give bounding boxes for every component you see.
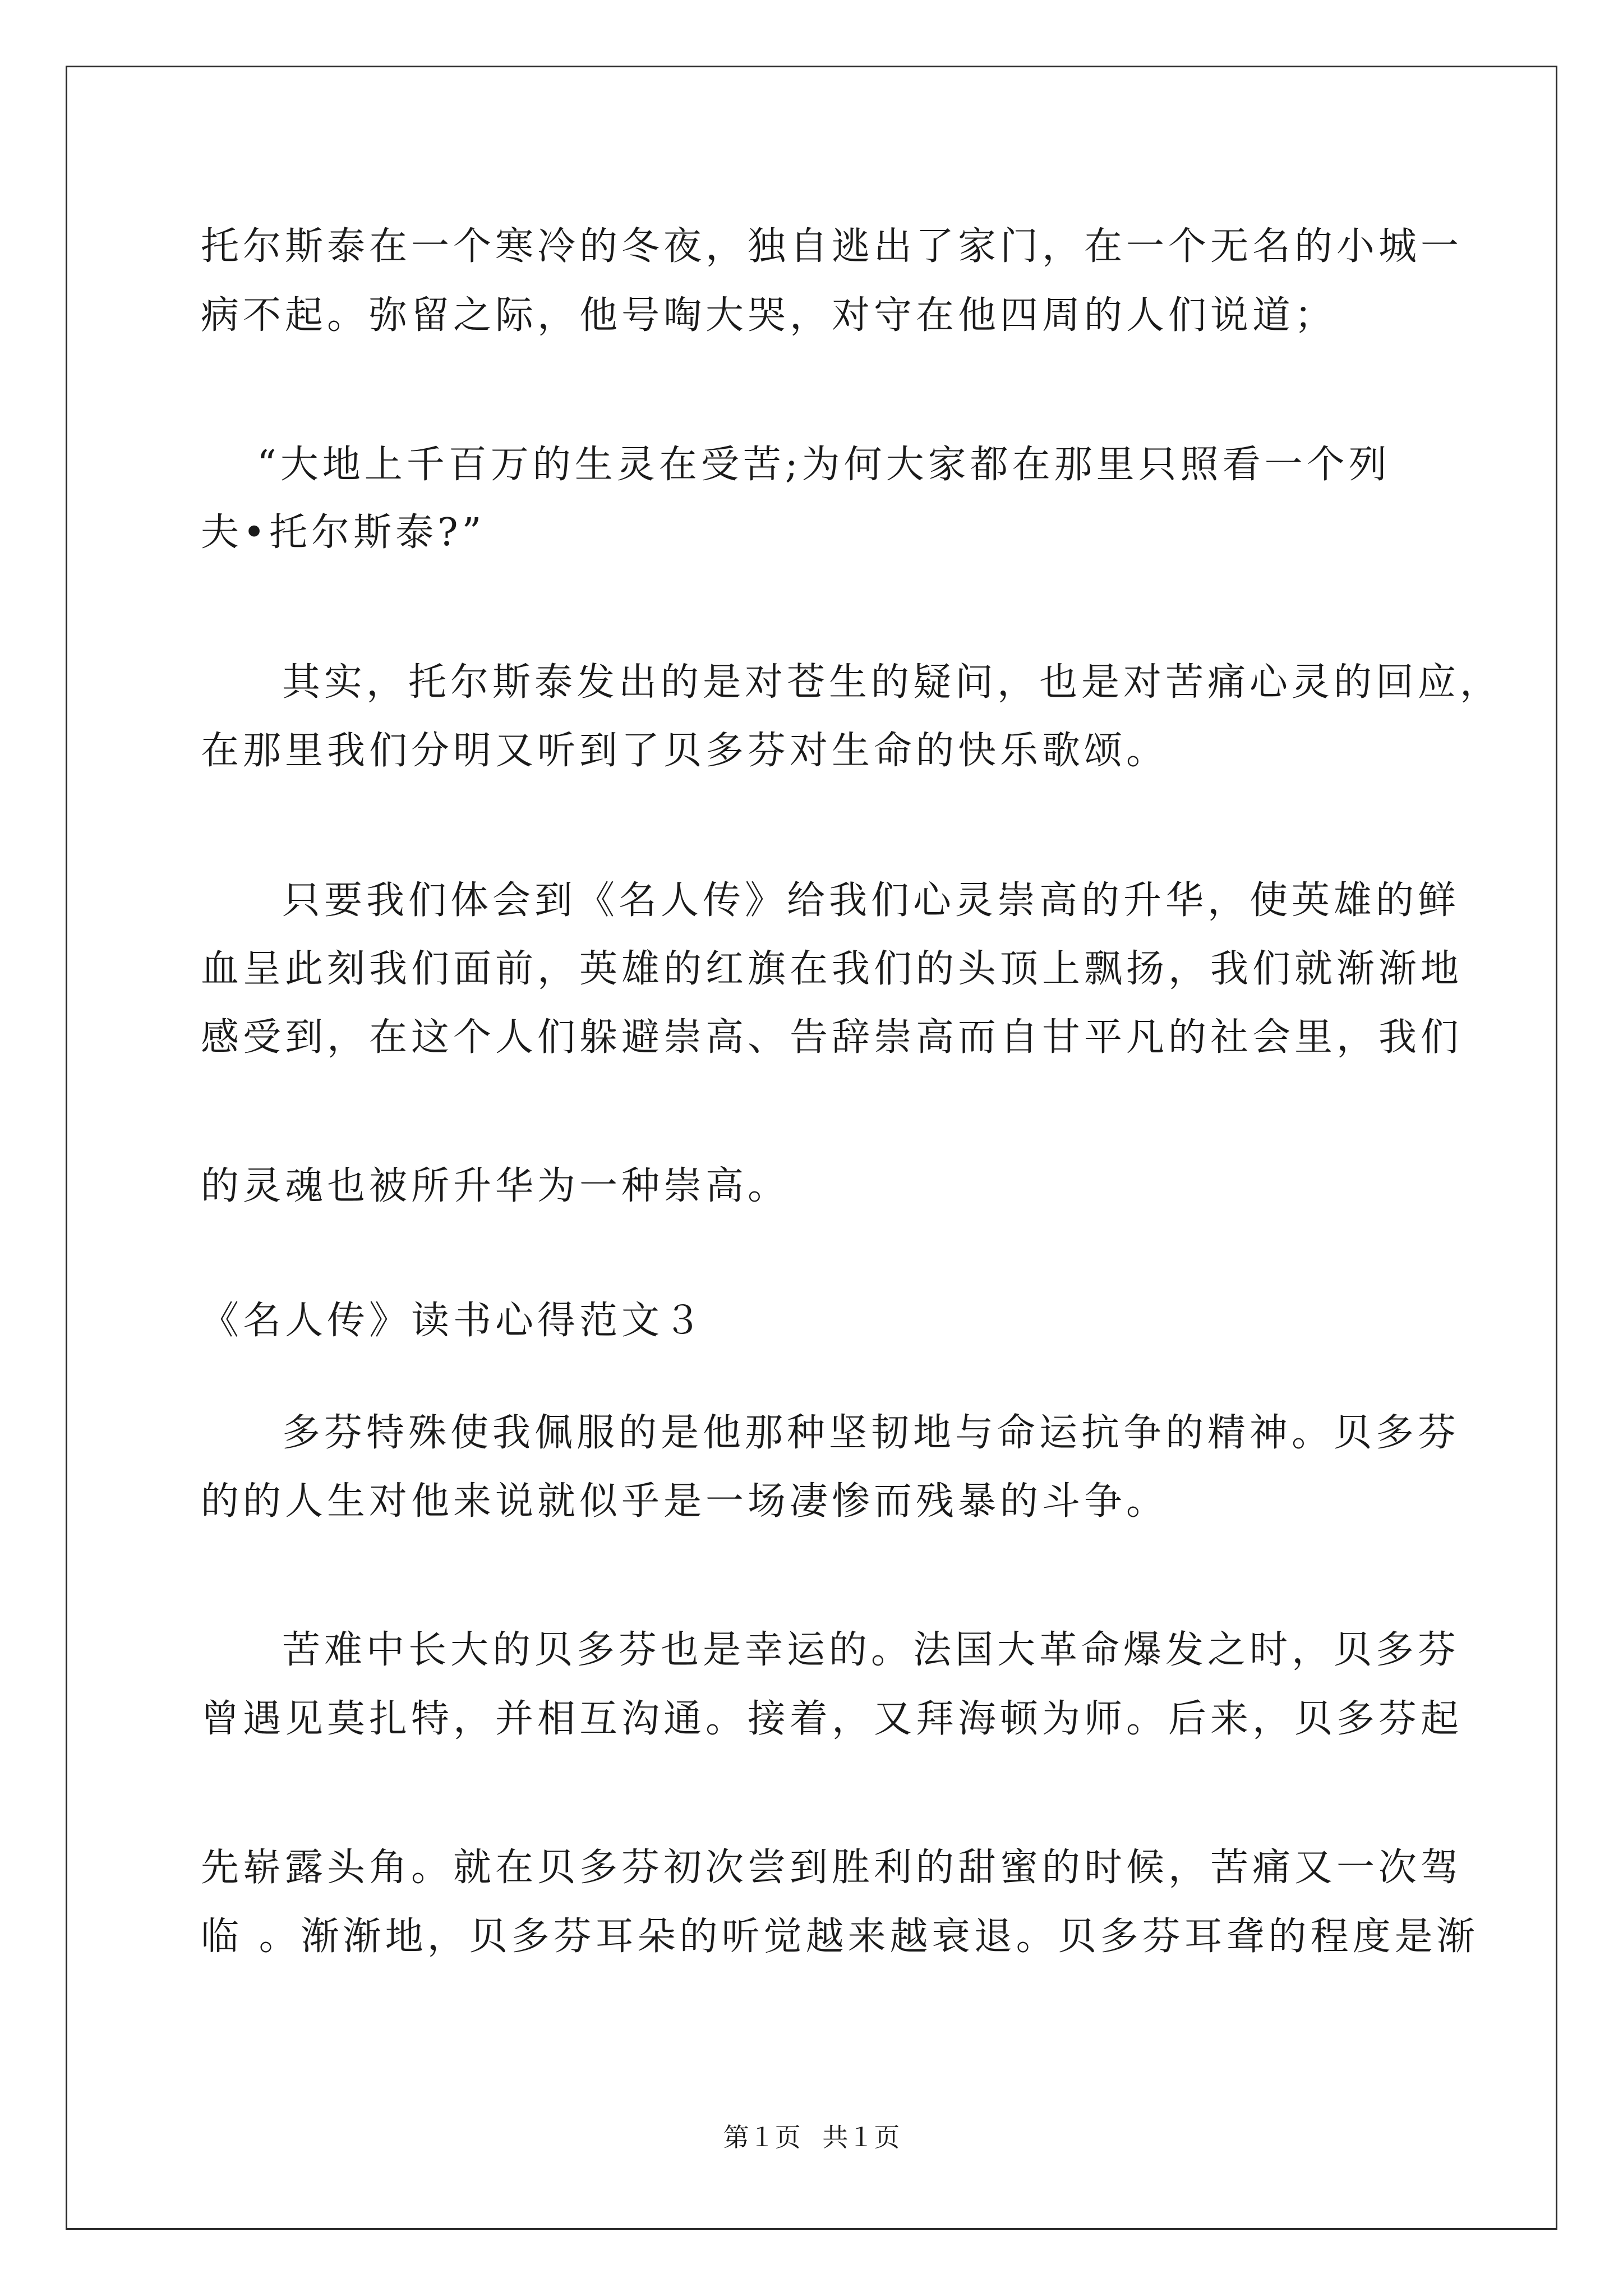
page-number: 第１页 — [723, 2122, 801, 2152]
text-line: 在那里我们分明又听到了贝多芬对生命的快乐歌颂。 — [201, 729, 1169, 773]
quote-line: 夫•托尔斯泰?” — [201, 510, 486, 555]
text-line: 病不起。弥留之际，他号啕大哭，对守在他四周的人们说道； — [201, 293, 1337, 338]
text-line: 血呈此刻我们面前，英雄的红旗在我们的头顶上飘扬，我们就渐渐地 — [201, 947, 1463, 991]
page-footer — [0, 2120, 1623, 2154]
text-line: 多芬特殊使我佩服的是他那种坚韧地与命运抗争的精神。贝多芬 — [282, 1411, 1460, 1455]
text-line: 感受到，在这个人们躲避崇高、告辞崇高而自甘平凡的社会里，我们 — [201, 1015, 1463, 1060]
text-line: 托尔斯泰在一个寒冷的冬夜，独自逃出了家门，在一个无名的小城一 — [201, 224, 1463, 269]
text-line: 先崭露头角。就在贝多芬初次尝到胜利的甜蜜的时候，苦痛又一次驾 — [201, 1846, 1463, 1890]
text-line: 的灵魂也被所升华为一种崇高。 — [201, 1164, 790, 1208]
text-line: 苦难中长大的贝多芬也是幸运的。法国大革命爆发之时，贝多芬 — [282, 1628, 1460, 1672]
text-line: 只要我们体会到《名人传》给我们心灵崇高的升华，使英雄的鲜 — [282, 878, 1460, 923]
page-total: 共１页 — [822, 2122, 900, 2152]
text-line: 曾遇见莫扎特，并相互沟通。接着，又拜海顿为师。后来，贝多芬起 — [201, 1697, 1463, 1741]
quote-line: “大地上千百万的生灵在受苦;为何大家都在那里只照看一个列 — [257, 443, 1391, 487]
text-line: 的的人生对他来说就似乎是一场凄惨而残暴的斗争。 — [201, 1479, 1169, 1524]
page-border — [66, 66, 1557, 2230]
text-line: 临 。渐渐地，贝多芬耳朵的听觉越来越衰退。贝多芬耳聋的程度是渐 — [201, 1915, 1479, 1959]
text-line: 其实，托尔斯泰发出的是对苍生的疑问，也是对苦痛心灵的回应， — [282, 660, 1502, 705]
section-heading: 《名人传》读书心得范文３ — [201, 1299, 706, 1343]
